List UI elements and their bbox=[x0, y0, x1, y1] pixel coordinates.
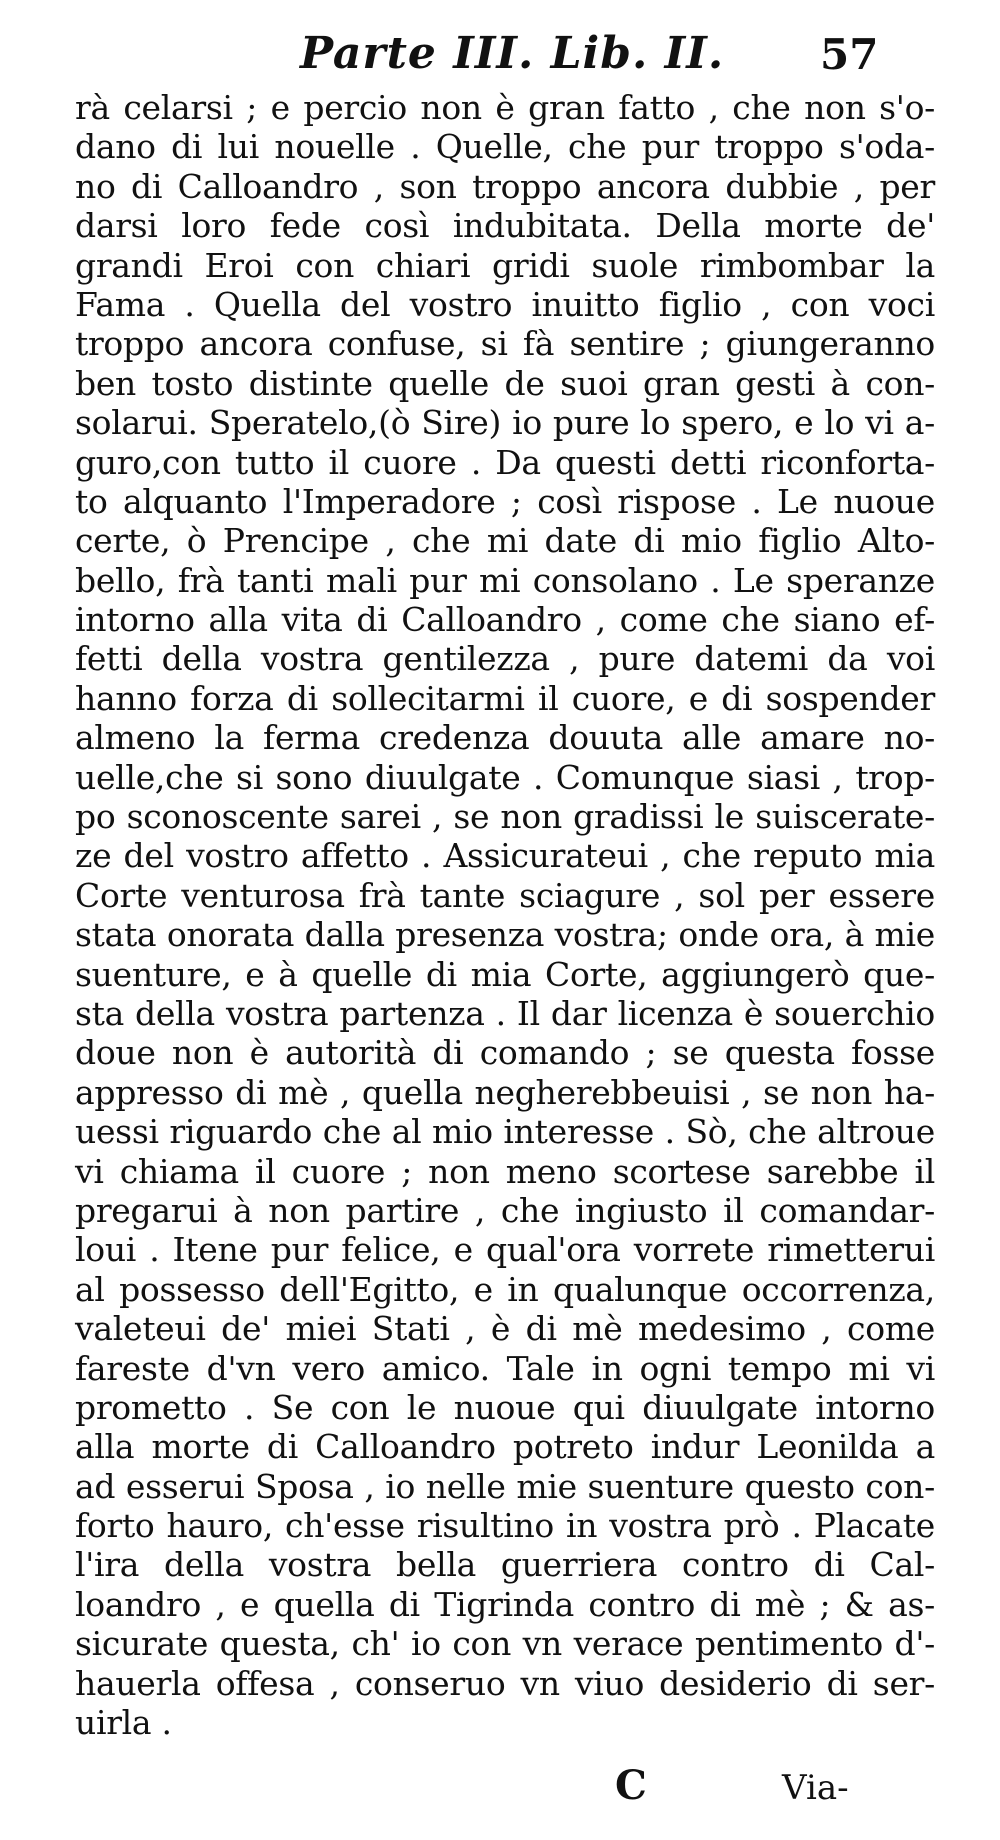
text-line: loui . Itene pur felice, e qual'ora vorrete rimetterui bbox=[75, 1230, 935, 1270]
text-line: sicurate questa, ch' io con vn verace pentimento d'- bbox=[75, 1624, 935, 1664]
text-line: hauerla offesa , conseruo vn viuo desiderio di ser- bbox=[75, 1663, 935, 1703]
text-line: alla morte di Calloandro potreto indur Leonilda a bbox=[75, 1427, 935, 1467]
text-line: loandro , e quella di Tigrinda contro di mè ; & as- bbox=[75, 1584, 935, 1624]
text-line: appresso di mè , quella negherebbeuisi , se non ha- bbox=[75, 1072, 935, 1112]
text-line: certe, ò Prencipe , che mi date di mio figlio Alto- bbox=[75, 521, 935, 561]
text-line: prometto . Se con le nuoue qui diuulgate intorno bbox=[75, 1387, 935, 1427]
text-line: hanno forza di sollecitarmi il cuore, e di sospender bbox=[75, 678, 935, 718]
text-line: troppo ancora confuse, si fà sentire ; giungeranno bbox=[75, 324, 935, 364]
body-text bbox=[75, 88, 935, 1742]
text-line: l'ira della vostra bella guerriera contro di Cal- bbox=[75, 1545, 935, 1585]
signature-mark: C bbox=[615, 1762, 647, 1809]
text-line: uessi riguardo che al mio interesse . Sò, che altroue bbox=[75, 1112, 935, 1152]
catchword: Via- bbox=[782, 1768, 849, 1808]
text-line: almeno la ferma credenza douuta alle amare no- bbox=[75, 718, 935, 758]
text-line: Corte venturosa frà tante sciagure , sol per essere bbox=[75, 875, 935, 915]
text-line: pregarui à non partire , che ingiusto il comandar- bbox=[75, 1190, 935, 1230]
text-line: guro,con tutto il cuore . Da questi detti riconforta- bbox=[75, 442, 935, 482]
text-line: ze del vostro affetto . Assicurateui , che reputo mia bbox=[75, 836, 935, 876]
text-line: sta della vostra partenza . Il dar licenza è souerchio bbox=[75, 993, 935, 1033]
text-line: forto hauro, ch'esse risultino in vostra prò . Placate bbox=[75, 1506, 935, 1546]
running-head: Parte III. Lib. II. bbox=[300, 28, 725, 79]
text-line: intorno alla vita di Calloandro , come che siano ef- bbox=[75, 600, 935, 640]
text-line: dano di lui nouelle . Quelle, che pur troppo s'oda- bbox=[75, 127, 935, 167]
text-line: fetti della vostra gentilezza , pure datemi da voi bbox=[75, 639, 935, 679]
text-line: vi chiama il cuore ; non meno scortese sarebbe il bbox=[75, 1151, 935, 1191]
text-line: po sconoscente sarei , se non gradissi le suiscerate- bbox=[75, 797, 935, 837]
text-line: rà celarsi ; e percio non è gran fatto , che non s'o- bbox=[75, 88, 935, 127]
page-number: 57 bbox=[820, 30, 879, 79]
text-line: uirla . bbox=[75, 1703, 172, 1743]
text-line: grandi Eroi con chiari gridi suole rimbombar la bbox=[75, 245, 935, 285]
text-line: darsi loro fede così indubitata. Della morte de' bbox=[75, 206, 935, 246]
text-line: Fama . Quella del vostro inuitto figlio , con voci bbox=[75, 284, 935, 324]
text-line: ben tosto distinte quelle de suoi gran gesti à con- bbox=[75, 363, 935, 403]
text-line: no di Calloandro , son troppo ancora dubbie , per bbox=[75, 166, 935, 206]
text-line: solarui. Speratelo,(ò Sire) io pure lo spero, e lo vi a- bbox=[75, 403, 935, 443]
page-footer bbox=[0, 1762, 1000, 1822]
page-header bbox=[0, 28, 1000, 88]
text-line: stata onorata dalla presenza vostra; onde ora, à mie bbox=[75, 915, 935, 955]
text-line: doue non è autorità di comando ; se questa fosse bbox=[75, 1033, 935, 1073]
text-line: valeteui de' miei Stati , è di mè medesimo , come bbox=[75, 1309, 935, 1349]
text-line: fareste d'vn vero amico. Tale in ogni tempo mi vi bbox=[75, 1348, 935, 1388]
text-line: al possesso dell'Egitto, e in qualunque occorrenza, bbox=[75, 1269, 935, 1309]
text-line: uelle,che si sono diuulgate . Comunque siasi , trop- bbox=[75, 757, 935, 797]
text-line: to alquanto l'Imperadore ; così rispose . Le nuoue bbox=[75, 481, 935, 521]
text-line: bello, frà tanti mali pur mi consolano . Le speranze bbox=[75, 560, 935, 600]
text-line: ad esserui Sposa , io nelle mie suenture questo con- bbox=[75, 1466, 935, 1506]
text-line: suenture, e à quelle di mia Corte, aggiungerò que- bbox=[75, 954, 935, 994]
